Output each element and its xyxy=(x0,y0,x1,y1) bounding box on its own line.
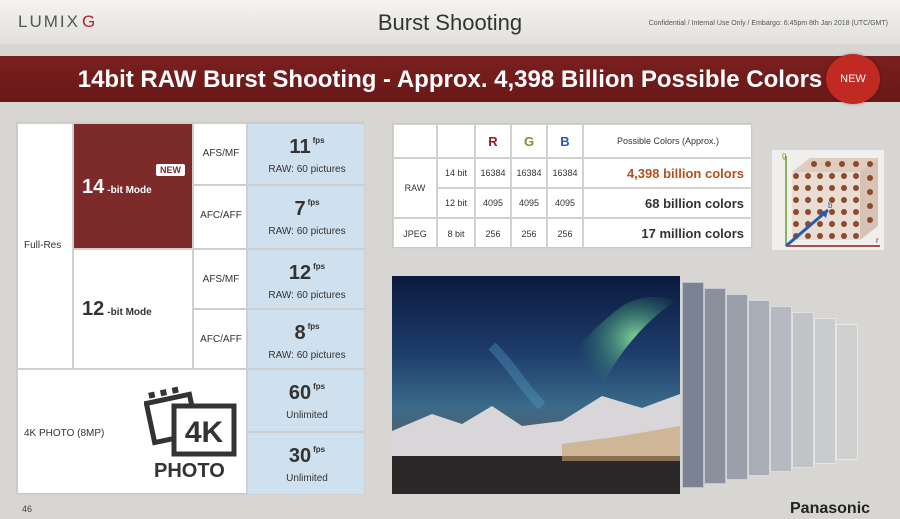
af-cell xyxy=(193,123,247,185)
fps-4k-cell xyxy=(247,369,365,432)
af-label: AFC/AFF xyxy=(200,210,242,221)
4k-film-icon xyxy=(144,384,240,460)
cube-axis-r: r xyxy=(876,236,879,245)
g-value: 4095 xyxy=(511,188,547,218)
fps-subtext: RAW: 60 pictures xyxy=(268,290,346,301)
fps-value xyxy=(248,262,366,285)
mode-12bit-label xyxy=(82,298,152,321)
confidential-note: Confidential / Internal Use Only / Embargo: 6:45pm 8th Jan 2018 (UTC/GMT) xyxy=(648,20,888,27)
fps-unit: fps xyxy=(307,322,320,331)
fps-unit: fps xyxy=(313,445,326,454)
bit-cell: 8 bit xyxy=(437,218,475,249)
colors-value: 17 million colors xyxy=(583,218,753,249)
full-res-label: Full-Res xyxy=(24,240,62,251)
burst-frame xyxy=(748,300,770,476)
fps-unit: fps xyxy=(313,382,326,391)
4k-photo-cell xyxy=(17,369,247,495)
fps-number: 7 xyxy=(294,198,306,220)
fps-cell xyxy=(247,309,365,369)
headline-text: 14bit RAW Burst Shooting - Approx. 4,398 Billion Possible Colors xyxy=(77,66,823,93)
fps-value xyxy=(248,198,366,221)
mode-14bit-cell xyxy=(73,123,193,249)
photo-text: PHOTO xyxy=(154,460,225,482)
cube-axis-b: b xyxy=(828,201,833,210)
fps-unit: fps xyxy=(313,262,326,271)
4k-photo-label: 4K PHOTO (8MP) xyxy=(24,428,105,439)
lumix-logo xyxy=(18,12,97,32)
fps-cell xyxy=(247,249,365,309)
b-value: 4095 xyxy=(547,188,583,218)
fps-value xyxy=(248,136,366,159)
fps-number: 60 xyxy=(288,382,312,404)
burst-frame xyxy=(836,324,858,460)
b-header: B xyxy=(547,124,583,158)
af-label: AFS/MF xyxy=(202,148,240,159)
new-badge: NEW xyxy=(826,54,880,104)
jpeg-label: JPEG xyxy=(393,218,437,249)
cube-axis-g: g xyxy=(782,151,787,160)
b-value: 16384 xyxy=(547,158,583,188)
fps-subtext: Unlimited xyxy=(286,410,328,421)
fps-4k-cell xyxy=(247,432,365,495)
fps-cell xyxy=(247,123,365,185)
burst-mode-table xyxy=(16,122,364,494)
af-label: AFS/MF xyxy=(202,274,240,285)
burst-frame xyxy=(814,318,836,464)
fps-unit: fps xyxy=(307,198,320,207)
raw-label: RAW xyxy=(393,158,437,218)
headline-banner xyxy=(0,56,900,102)
colors-value-highlight: 4,398 billion colors xyxy=(583,158,753,188)
fps-value xyxy=(248,322,366,345)
possible-colors-header: Possible Colors (Approx.) xyxy=(583,124,753,158)
fps-subtext: Unlimited xyxy=(286,473,328,484)
aurora-scene xyxy=(392,276,680,494)
mode-12-number: 12 xyxy=(82,298,105,320)
r-header: R xyxy=(475,124,511,158)
fps-unit: fps xyxy=(312,136,325,145)
g-value: 16384 xyxy=(511,158,547,188)
mode-12bit-cell xyxy=(73,249,193,369)
burst-frame xyxy=(704,288,726,484)
mode-12-suffix: -bit Mode xyxy=(107,307,152,318)
logo-text: LUMIX xyxy=(18,12,80,31)
colors-value: 68 billion colors xyxy=(583,188,753,218)
fps-number: 30 xyxy=(288,445,312,467)
4k-icon-text: 4K xyxy=(184,416,224,449)
fps-number: 11 xyxy=(289,136,311,158)
af-cell xyxy=(193,249,247,309)
logo-g: G xyxy=(81,12,98,31)
af-cell xyxy=(193,309,247,369)
rgb-cube-illustration xyxy=(772,150,884,250)
r-value: 4095 xyxy=(475,188,511,218)
burst-frame xyxy=(682,282,704,488)
fps-value xyxy=(248,445,366,468)
b-value: 256 xyxy=(547,218,583,249)
mode-14bit-label xyxy=(82,176,152,199)
blank-header xyxy=(393,124,437,158)
color-depth-table xyxy=(392,123,752,248)
fps-value xyxy=(248,382,366,405)
g-value: 256 xyxy=(511,218,547,249)
burst-frame xyxy=(726,294,748,480)
slide-title: Burst Shooting xyxy=(377,10,523,35)
bit-cell: 14 bit xyxy=(437,158,475,188)
fps-cell xyxy=(247,185,365,249)
blank-header xyxy=(437,124,475,158)
af-label: AFC/AFF xyxy=(200,334,242,345)
fps-number: 12 xyxy=(288,262,312,284)
burst-frame xyxy=(792,312,814,468)
g-header: G xyxy=(511,124,547,158)
bit-cell: 12 bit xyxy=(437,188,475,218)
r-value: 256 xyxy=(475,218,511,249)
page-number: 46 xyxy=(22,504,33,514)
fps-number: 8 xyxy=(294,322,306,344)
header-bar xyxy=(0,0,900,44)
r-value: 16384 xyxy=(475,158,511,188)
aurora-photo xyxy=(392,276,680,494)
panasonic-logo: Panasonic xyxy=(790,500,871,517)
mode-14-number: 14 xyxy=(82,176,105,198)
burst-frame xyxy=(770,306,792,472)
fps-subtext: RAW: 60 pictures xyxy=(268,226,346,237)
mode-14-suffix: -bit Mode xyxy=(107,185,152,196)
full-res-cell xyxy=(17,123,73,369)
af-cell xyxy=(193,185,247,249)
fps-subtext: RAW: 60 pictures xyxy=(268,164,346,175)
new-tag: NEW xyxy=(156,164,185,176)
fps-subtext: RAW: 60 pictures xyxy=(268,350,346,361)
